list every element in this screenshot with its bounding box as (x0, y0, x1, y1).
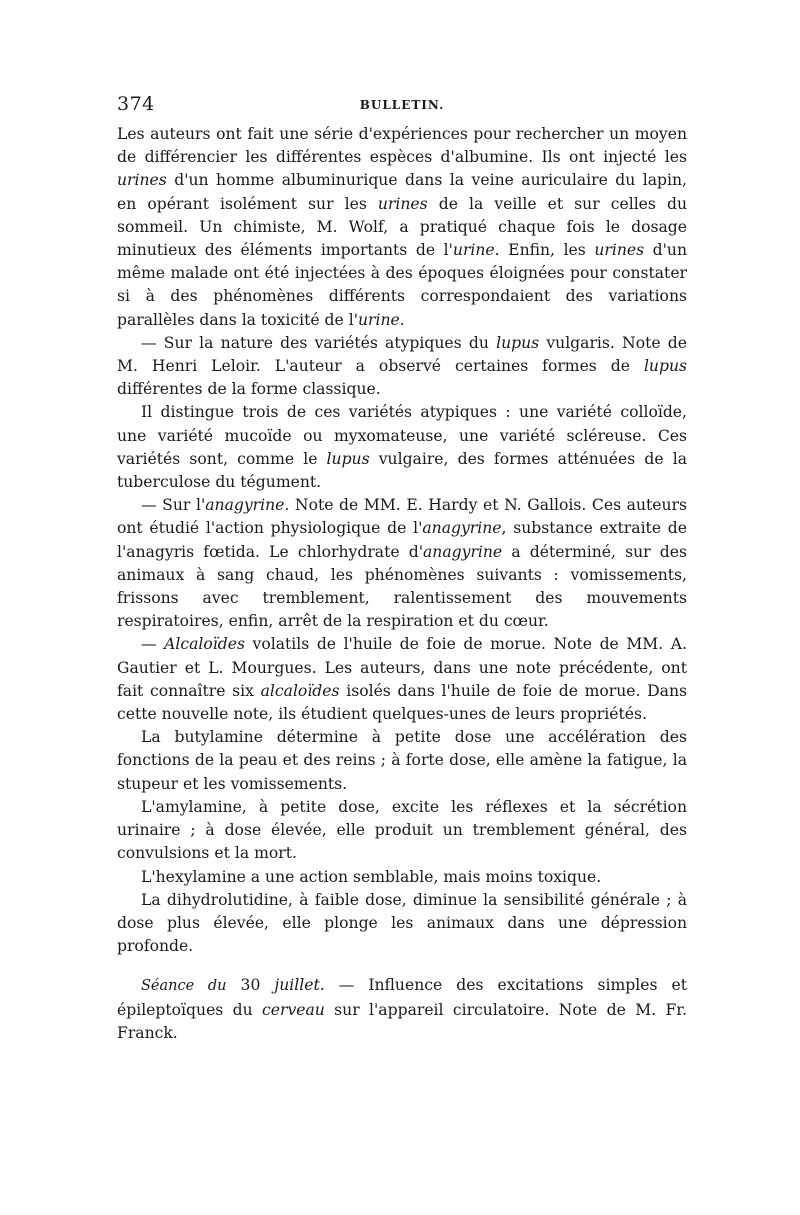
text-run: d'un homme albuminurique dans la veine auriculaire du lapin, en opérant isolément sur les (117, 171, 687, 213)
text-run: . Note de MM. E. Hardy et N. Gallois. Ces auteurs ont étudié l'action physiologique de l' (117, 496, 687, 538)
text-run: 30 (226, 976, 275, 995)
text-run: Il distingue trois de ces variétés atypiques : une variété colloïde, une variété mucoïde ou myxomateuse, une variété scléreuse. Ces variétés sont, comme le (117, 403, 687, 468)
text-run: différentes de la forme classique. (117, 380, 381, 399)
text-run: urines (377, 194, 428, 213)
text-run: L'hexylamine a une action semblable, mais moins toxique. (141, 867, 602, 886)
paragraph-lupus-varieties (117, 401, 687, 494)
text-run: lupus (643, 357, 687, 376)
text-run: sur l'appareil circulatoire. Note de M. Fr. Franck. (117, 1000, 687, 1042)
text-run: — Sur l' (141, 496, 206, 515)
paragraph-amylamine (117, 796, 687, 866)
page (117, 93, 687, 1045)
text-run: vulgaire, des formes atténuées de la tuberculose du tégument. (117, 449, 687, 492)
running-title: BULLETIN. (359, 98, 445, 112)
text-run: volatils de l'huile de foie de morue. Note de MM. A. Gautier et L. Mourgues. Les auteurs, dans une note précédente, ont fait connaître six (117, 635, 687, 700)
paragraph-alcaloides-note (117, 633, 687, 726)
paragraph-seance-30-juillet (117, 974, 687, 1045)
text-run: a déterminé, sur des animaux à sang chaud, les phénomènes suivants : vomissements, frissons avec tremblement, ralentissement des mouvements respiratoires, enfin, arrêt de la respiration et du cœur. (117, 542, 687, 631)
text-run: anagyrine (423, 542, 503, 561)
text-run: urines (594, 241, 645, 260)
text-run: juillet (274, 976, 320, 995)
text-run: vulgaris. Note de M. Henri Leloir. L'auteur a observé certaines formes de (117, 333, 687, 376)
text-run: . (399, 310, 405, 329)
text-run: . Enfin, les (494, 241, 595, 260)
body-text (117, 123, 687, 1045)
text-run: cerveau (262, 1000, 325, 1019)
text-run: Alcaloïdes (164, 635, 245, 654)
text-run: de la veille et sur celles du sommeil. Un chimiste, M. Wolf, a pratiqué chaque fois le dosage minutieux des éléments importants de l' (117, 194, 688, 260)
text-run: lupus (496, 333, 540, 352)
text-run: anagyrine (205, 496, 285, 515)
paragraph-anagyrine-note (117, 494, 687, 633)
text-run: urine (357, 310, 400, 329)
text-run: alcaloïdes (260, 681, 340, 700)
text-run: lupus (326, 449, 370, 468)
paragraph-lupus-note (117, 332, 687, 402)
page-number: 374 (117, 93, 155, 115)
text-run: isolés dans l'huile de foie de morue. Dans cette nouvelle note, ils étudient quelques-unes de leurs propriétés. (117, 681, 688, 724)
text-run: urines (117, 171, 167, 190)
text-run: La butylamine détermine à petite dose une accélération des fonctions de la peau et des reins ; à forte dose, elle amène la fatigue, la stupeur et les vomissements. (117, 728, 687, 793)
text-run: Séance du (141, 978, 227, 995)
text-run: L'amylamine, à petite dose, excite les réflexes et la sécrétion urinaire ; à dose élevée, elle produit un tremblement général, des convulsions et la mort. (117, 797, 687, 863)
text-run: La dihydrolutidine, à faible dose, diminue la sensibilité générale ; à dose plus élevée, elle plonge les animaux dans une dépression profonde. (117, 890, 687, 956)
text-run: anagyrine (422, 519, 502, 538)
paragraph-dihydrolutidine (117, 889, 687, 959)
page-header (117, 93, 687, 119)
text-run: urine (452, 241, 495, 260)
paragraph-albumine-experiments (117, 123, 687, 332)
paragraph-hexylamine (117, 866, 687, 889)
text-run: — Sur la nature des variétés atypiques du (141, 333, 497, 352)
text-run: — (141, 635, 165, 654)
paragraph-butylamine (117, 726, 687, 796)
text-run: Les auteurs ont fait une série d'expériences pour rechercher un moyen de différencier les différentes espèces d'albumine. Ils ont injecté les (117, 125, 687, 167)
text-run: , substance extraite de l'anagyris fœtida. Le chlorhydrate d' (117, 519, 687, 561)
text-run: . — Influence des excitations simples et épileptoïques du (117, 976, 687, 1019)
text-run: d'un même malade ont été injectées à des époques éloignées pour constater si à des phénomènes différents correspondaient des variations parallèles dans la toxicité de l' (117, 241, 688, 329)
